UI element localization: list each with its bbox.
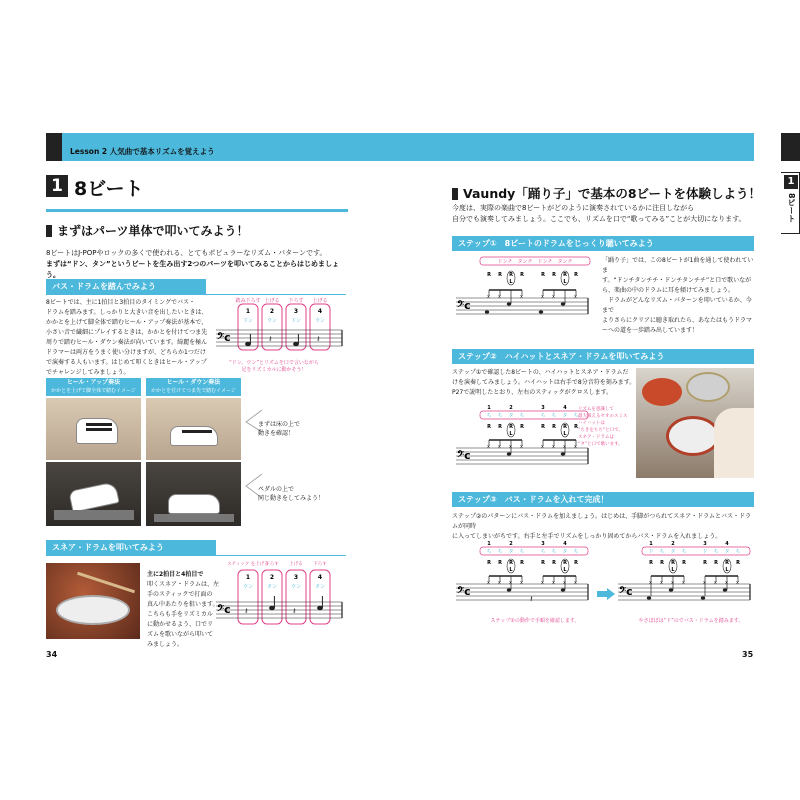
svg-text:ち: ち (659, 549, 665, 555)
step3-caption-right: やさぽぼは“ド”のでバス・ドラムを踏みます。 (638, 618, 744, 624)
svg-text:𝄢c: 𝄢c (619, 585, 633, 598)
svg-text:R: R (552, 560, 556, 566)
svg-text:1: 1 (649, 541, 653, 547)
svg-text:x: x (498, 294, 501, 300)
svg-text:x: x (520, 444, 523, 450)
snare-note (270, 606, 275, 610)
step2-text-line: ステップ①で確認した8ビートの、ハイハットとスネア・ドラムだ (452, 369, 629, 376)
step1-text-line: ら、楽曲の中のドラムに耳を傾けてみましょう。 (602, 287, 734, 294)
side-index-number: 1 (784, 175, 798, 189)
step2-note (578, 406, 634, 448)
step2-beat: 3 (541, 405, 545, 411)
svg-text:x: x (541, 294, 544, 300)
bass-drum-bar: バス・ドラムを踏んでみよう (46, 279, 206, 294)
heading-marker (452, 188, 458, 200)
bubble-floor-line: まずは床の上で (258, 421, 301, 428)
snare-beat-num: 2 (269, 574, 275, 581)
snare-text-line: 叩くスネア・ドラムは、左 (147, 581, 219, 588)
step2-text-line: P27で説明したとおり、左右のスティックがクロスします。 (452, 389, 613, 396)
bubble-pedal-line: ペダルの上で (258, 486, 295, 493)
bass-label: 上げる (312, 298, 328, 304)
svg-text:𝄢c: 𝄢c (457, 449, 471, 462)
bass-clef-icon: 𝄢c (217, 331, 231, 344)
svg-text:x: x (520, 294, 523, 300)
bass-text-line: 小さい音で繊細にプレイするときは、かかとを付けてつま先 (46, 329, 208, 336)
step1-text-line: 「踊り子」では、この8ビートが1曲を通して使われていま (602, 257, 754, 274)
svg-text:x: x (682, 580, 685, 586)
snare-label: 下ろす (313, 562, 327, 567)
svg-text:x: x (487, 580, 490, 586)
heading-marker (46, 225, 52, 237)
svg-text:タ: タ (724, 549, 730, 555)
svg-text:R: R (660, 560, 664, 566)
bass-beat-num: 3 (293, 308, 299, 315)
svg-text:x: x (498, 580, 501, 586)
svg-text:L: L (509, 279, 513, 285)
svg-text:R: R (649, 560, 653, 566)
svg-text:4: 4 (725, 541, 729, 547)
svg-text:x: x (563, 444, 566, 450)
snare-text-line: 手のスティックで打面の (147, 591, 213, 598)
bass-text-line: で演奏する人もいます。はじめて叩くときはヒール・アップ (46, 359, 207, 366)
svg-text:x: x (509, 444, 512, 450)
svg-text:x: x (574, 444, 577, 450)
svg-text:R: R (574, 424, 578, 430)
heel-down-caption (146, 378, 241, 396)
svg-text:ド: ド (648, 549, 654, 555)
snare-text-line: 真ん中あたりを狙います。 (147, 601, 219, 608)
lesson-header-bar (46, 133, 426, 161)
svg-text:R: R (563, 272, 567, 278)
svg-text:R: R (498, 424, 502, 430)
step1-text-line: よりさらにクリアに聴き取れたら、あなたはもうドラマ (602, 317, 753, 324)
step1-text (602, 256, 754, 336)
step1-text-line: ドラムがどんなリズム・パターンを叩いているか、今まで (602, 297, 752, 314)
svg-text:ち: ち (540, 549, 546, 555)
heel-down-title: ヒール・ダウン奏法 (166, 379, 221, 386)
svg-text:ち: ち (519, 549, 525, 555)
bass-note (294, 342, 299, 346)
left-heading-text: まずはパーツ単体で叩いてみよう！ (57, 224, 249, 238)
svg-text:x: x (541, 580, 544, 586)
bass-note-caption: “ドン、ウン”とリズムを口で言いながら足をリズミカルに動かそう！ (229, 360, 319, 373)
snare-drum-bar: スネア・ドラムを叩いてみよう (46, 540, 216, 555)
right-intro-line: 自分でも演奏してみましょう。ここでも、リズムを口で“歌ってみる”ことが大切になります。 (452, 215, 746, 223)
svg-text:x: x (725, 580, 728, 586)
step3-notation-right (614, 538, 756, 610)
heel-up-subtitle: かかとを上げて脚全体で踏むイメージ (51, 388, 136, 394)
svg-text:L: L (563, 431, 567, 437)
snare-word: タン (266, 584, 278, 590)
left-heading (46, 222, 249, 239)
bass-beat-num: 4 (317, 308, 323, 315)
svg-text:R: R (498, 272, 502, 278)
step2-beat: 2 (509, 405, 513, 411)
snare-note (318, 606, 323, 610)
svg-text:R: R (736, 560, 740, 566)
arrow-right-icon (597, 588, 615, 600)
step3-text-line: に入ってしまいがちです。右手と左手でリズムをしっかり固めてからバス・ドラムを入れましょう。 (452, 533, 722, 540)
heel-up-floor-photo (46, 398, 141, 460)
svg-text:R: R (520, 424, 524, 430)
step2-note-line: スネア・ドラムは (578, 435, 614, 440)
snare-beat-num: 4 (317, 574, 323, 581)
svg-text:x: x (509, 580, 512, 586)
step3-bar: ステップ③ バス・ドラムを入れて完成！ (452, 492, 754, 507)
snare-label: スティック を上げる (227, 562, 269, 567)
svg-text:ち: ち (551, 549, 557, 555)
bass-text-line: ドラマーは両方をうまく使い分けますが、どちらか1つだけ (46, 349, 206, 356)
step1-notation (452, 256, 592, 322)
svg-text:ち: ち (497, 549, 503, 555)
svg-text:R: R (552, 424, 556, 430)
svg-text:R: R (671, 560, 675, 566)
svg-text:x: x (574, 294, 577, 300)
svg-text:R: R (703, 560, 707, 566)
svg-text:x: x (714, 580, 717, 586)
svg-text:R: R (541, 272, 545, 278)
svg-text:R: R (487, 272, 491, 278)
bass-label: 踏み下ろす (235, 298, 261, 304)
bass-text-line: でチャレンジしてみましょう。 (46, 369, 130, 376)
svg-text:R: R (682, 560, 686, 566)
svg-text:x: x (498, 444, 501, 450)
step2-kuchi: ち (551, 413, 557, 419)
step2-kuchi: ち (540, 413, 546, 419)
svg-text:R: R (520, 272, 524, 278)
rest-icon: 𝄽 (317, 335, 320, 345)
snare-beat-num: 1 (245, 574, 251, 581)
left-intro-line: 8ビートはJ-POPやロックの多くで使われる、とてもポピュラーなリズム・パターンです。 (46, 249, 327, 257)
right-intro-line: 今度は、実際の楽曲で8ビートがどのように演奏されているかに注目しながら (452, 204, 695, 212)
svg-text:R: R (487, 424, 491, 430)
svg-text:2: 2 (509, 541, 513, 547)
step2-kuchi: ち (486, 413, 492, 419)
svg-text:x: x (541, 444, 544, 450)
step2-text-line: けを演奏してみましょう。ハイハットは右手で8分音符を刻みます。 (452, 379, 636, 386)
svg-text:L: L (671, 567, 675, 573)
svg-text:3: 3 (541, 541, 545, 547)
svg-text:タ: タ (670, 549, 676, 555)
bass-beat-num: 2 (269, 308, 275, 315)
drummer-photo (636, 368, 754, 478)
svg-text:R: R (520, 560, 524, 566)
svg-text:L: L (563, 567, 567, 573)
right-heading-text: Vaundy「踊り子」で基本の8ビートを体験しよう！ (463, 186, 762, 201)
svg-text:ち: ち (713, 549, 719, 555)
svg-text:4: 4 (563, 541, 567, 547)
svg-text:R: R (574, 560, 578, 566)
svg-text:ち: ち (573, 549, 579, 555)
step2-notation (452, 402, 592, 470)
svg-text:L: L (509, 567, 513, 573)
step2-kuchi: タ (562, 413, 568, 419)
svg-text:x: x (703, 580, 706, 586)
svg-text:L: L (725, 567, 729, 573)
bubble-pedal (258, 485, 348, 503)
svg-text:x: x (487, 294, 490, 300)
snare-text-line: 主に2拍目と4拍目で (147, 571, 204, 578)
side-index-label: 8ビート (787, 193, 796, 223)
bubble-floor (258, 420, 338, 438)
left-intro (46, 248, 346, 281)
bass-word: ウン (314, 318, 326, 324)
svg-text:x: x (552, 444, 555, 450)
svg-text:ド: ド (702, 549, 708, 555)
right-intro (452, 203, 752, 225)
heel-up-pedal-photo (46, 462, 141, 526)
svg-text:𝄢c: 𝄢c (457, 585, 471, 598)
step2-note-line: 最大限えるセオのスミス (578, 414, 628, 419)
svg-text:1: 1 (487, 541, 491, 547)
rest-icon: 𝄽 (293, 607, 296, 617)
rest-icon: 𝄽 (245, 607, 248, 617)
bass-text-line: ドラムを踏みます。しっかりと大きい音を出したいときは、 (46, 309, 208, 316)
snare-text-line: みましょう。 (147, 641, 184, 648)
svg-text:R: R (509, 424, 513, 430)
bass-note (246, 342, 251, 346)
step2-kuchi: ち (573, 413, 579, 419)
step1-bar: ステップ① 8ビートのドラムをじっくり聴いてみよう (452, 236, 754, 251)
bass-drum-text (46, 298, 231, 378)
svg-text:𝄢c: 𝄢c (457, 299, 471, 312)
rest-icon: 𝄽 (269, 335, 272, 345)
svg-text:R: R (714, 560, 718, 566)
heel-down-pedal-photo (146, 462, 241, 526)
svg-text:x: x (487, 444, 490, 450)
svg-text:R: R (563, 424, 567, 430)
heel-up-title: ヒール・アップ奏法 (66, 379, 121, 386)
snare-label: 上げる (289, 562, 303, 567)
snare-word: ウン (290, 584, 302, 590)
svg-text:L: L (563, 279, 567, 285)
step2-bar: ステップ② ハイハットとスネア・ドラムを叩いてみよう (452, 349, 754, 364)
bass-beat-num: 1 (245, 308, 251, 315)
snare-word: タン (314, 584, 326, 590)
heel-down-floor-photo (146, 398, 241, 460)
svg-text:R: R (509, 272, 513, 278)
page-number-left: 34 (46, 650, 58, 659)
svg-text:R: R (574, 272, 578, 278)
svg-text:x: x (660, 580, 663, 586)
svg-text:R: R (552, 272, 556, 278)
snare-beat-num: 3 (293, 574, 299, 581)
step2-note-line: ハイハットは (578, 421, 605, 426)
step2-beat: 1 (487, 405, 491, 411)
snare-label: 下ろす (265, 562, 279, 567)
svg-text:タ: タ (562, 549, 568, 555)
section-rule (46, 209, 348, 212)
bubble-pedal-line: 同じ動きをしてみよう！ (258, 495, 325, 502)
svg-text:R: R (563, 560, 567, 566)
snare-notation (212, 556, 348, 630)
page-number-right: 35 (742, 650, 754, 659)
svg-text:R: R (487, 560, 491, 566)
bass-word: ドン (242, 318, 254, 324)
svg-text:x: x (552, 294, 555, 300)
bass-label: 上げる (264, 298, 280, 304)
svg-text:x: x (520, 580, 523, 586)
svg-text:タ: タ (508, 549, 514, 555)
lesson-header-text: Lesson 2 人気曲で基本リズムを覚えよう (70, 147, 215, 156)
step3-notation-left (452, 538, 594, 610)
step2-note-line: “ちきをちち”と口で、 (578, 428, 624, 433)
svg-text:3: 3 (703, 541, 707, 547)
step1-text-line: す。“ドンチタンチチ・ドンチタンチチ”と口で歌いなが (602, 277, 752, 284)
svg-text:x: x (649, 580, 652, 586)
svg-text:ち: ち (486, 549, 492, 555)
bass-text-line: かかとを上げて脚全体で踏むヒール・アップ奏法が基本で、 (46, 319, 208, 326)
svg-text:R: R (541, 424, 545, 430)
lesson-header-block (46, 133, 62, 161)
side-tab-block (781, 133, 800, 161)
bubble-floor-line: 動きを確認！ (258, 430, 295, 437)
step2-note-line: リズムを意識して (578, 407, 614, 412)
svg-text:R: R (541, 560, 545, 566)
bass-text-line: 周りで踏むヒール・ダウン奏法が向いています。綺麗を極ん (46, 339, 208, 346)
bass-word: ウン (266, 318, 278, 324)
snare-clef-icon: 𝄢c (217, 603, 231, 616)
step3-text-line: ステップ②のパターンにバス・ドラムを加えましょう。はじめは、手脚がつられてスネア・ドラムとバス・ドラムが同時 (452, 513, 752, 530)
step2-kuchi: タ (508, 413, 514, 419)
svg-text:L: L (509, 431, 513, 437)
step1-kuchi: ドンチ タンチ ドンチ タンチ (497, 259, 573, 265)
svg-text:x: x (736, 580, 739, 586)
svg-text:2: 2 (671, 541, 675, 547)
svg-text:x: x (552, 580, 555, 586)
right-heading (452, 184, 761, 202)
bass-word: ドン (290, 318, 302, 324)
svg-text:𝄽: 𝄽 (530, 595, 533, 605)
snare-text-line: こちらも手をリズミカル (147, 611, 213, 618)
snare-text-line: に動かせるよう、口でリ (147, 621, 214, 628)
heel-down-subtitle: かかとを付けてつま先で踏むイメージ (151, 388, 236, 394)
step1-text-line: ーへの道を一歩踏み出しています！ (602, 327, 699, 334)
step2-kuchi: ち (519, 413, 525, 419)
svg-text:x: x (563, 580, 566, 586)
snare-photo (46, 563, 140, 639)
bass-text-line: 8ビートでは、主に1拍目と3拍目のタイミングでバス・ (46, 299, 195, 306)
svg-text:x: x (574, 580, 577, 586)
step2-text (452, 368, 638, 398)
svg-text:R: R (509, 560, 513, 566)
bass-label: 下ろす (288, 298, 304, 304)
left-intro-line: まずは“ドン、タン”というビートを生み出す2つのパーツを叩いてみることからはじめましょう。 (46, 260, 339, 279)
step2-note-line: “タ”と口で歌います。 (578, 442, 623, 447)
section-title: 8ビート (74, 178, 144, 200)
section-number: 1 (46, 175, 68, 197)
lesson-header-bar-right (426, 133, 754, 161)
heel-up-caption (46, 378, 141, 396)
snare-text-line: ズムを歌いながら叩いて (147, 631, 214, 638)
svg-text:R: R (498, 560, 502, 566)
snare-word: ウン (242, 584, 254, 590)
svg-text:R: R (725, 560, 729, 566)
step2-beat: 4 (563, 405, 567, 411)
step2-kuchi: ち (497, 413, 503, 419)
svg-text:ち: ち (681, 549, 687, 555)
svg-text:x: x (671, 580, 674, 586)
step3-caption-left: ステップ②の動作で手順を確認します。 (490, 618, 580, 624)
svg-text:ち: ち (735, 549, 741, 555)
